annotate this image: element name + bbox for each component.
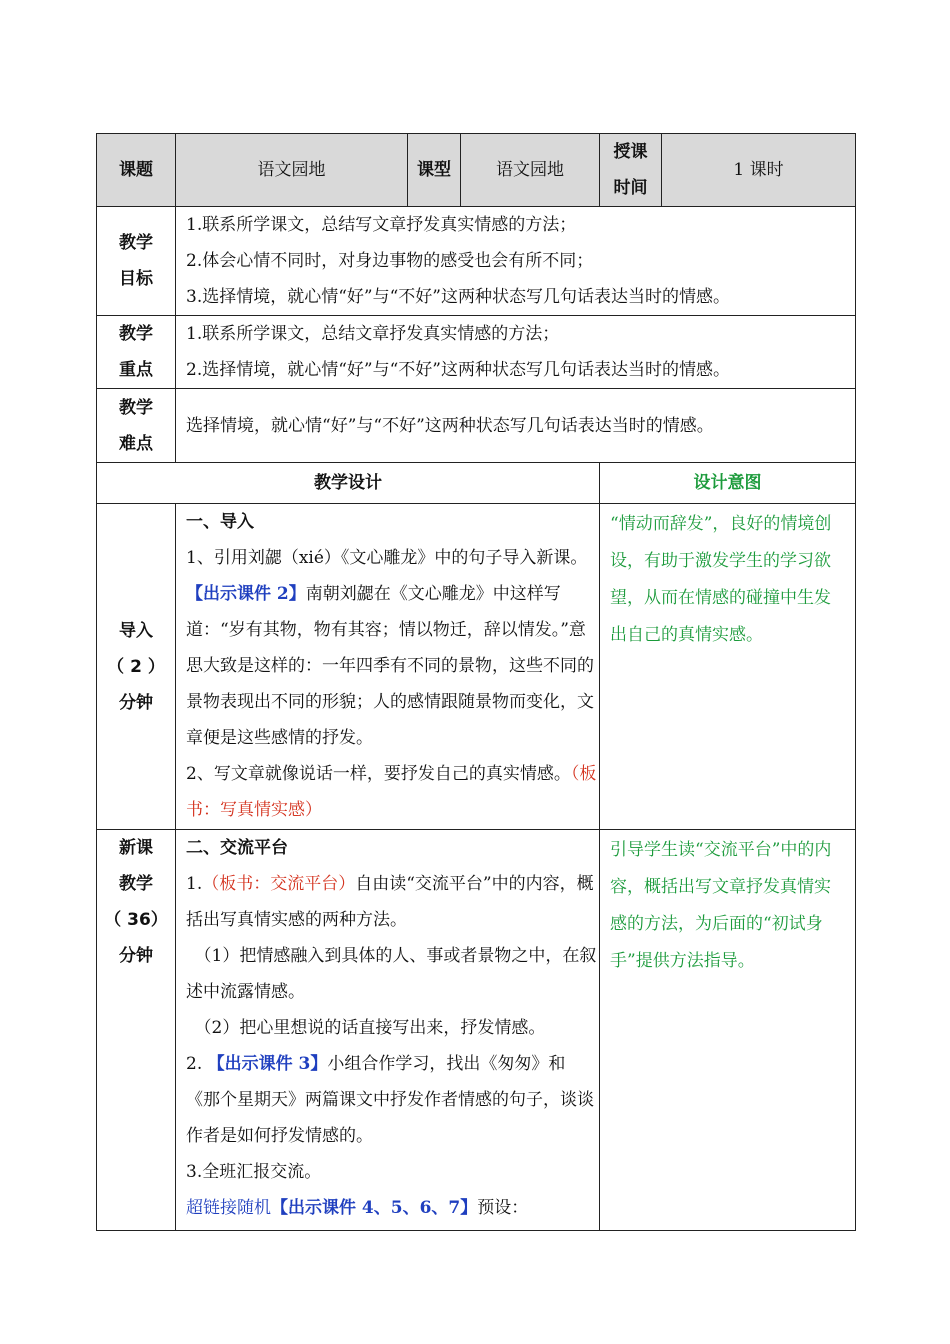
goals-label bbox=[97, 207, 176, 316]
newlesson-label-line4: 分钟 bbox=[119, 946, 153, 966]
intro-paragraph-3 bbox=[186, 756, 597, 828]
keypoints-row bbox=[97, 316, 856, 389]
newlesson-paragraph-6 bbox=[186, 1190, 597, 1226]
newlesson-p4-text: 小组合作学习，找出《匆匆》和《那个星期天》两篇课文中抒发作者情感的句子，谈谈作者是如何抒发情感的。 bbox=[186, 1054, 594, 1146]
intro-section-title: 一、导入 bbox=[186, 512, 254, 532]
design-header: 教学设计 bbox=[97, 463, 600, 504]
type-label: 课型 bbox=[408, 134, 461, 207]
intro-paragraph-3-text: 2、写文章就像说话一样，要抒发自己的真实情感。 bbox=[186, 764, 571, 784]
newlesson-content bbox=[176, 830, 600, 1231]
courseware-tag: 【出示课件 3】 bbox=[207, 1054, 328, 1074]
newlesson-section-title: 二、交流平台 bbox=[186, 838, 288, 858]
type-value: 语文园地 bbox=[461, 134, 600, 207]
newlesson-label-line2: 教学 bbox=[119, 874, 153, 894]
lesson-plan-table bbox=[96, 133, 856, 1231]
newlesson-p6-text: 预设： bbox=[477, 1198, 529, 1218]
time-label-line2: 时间 bbox=[613, 178, 648, 198]
courseware-tag: 【出示课件 2】 bbox=[186, 584, 306, 604]
newlesson-paragraph-2: （1）把情感融入到具体的人、事或者景物之中，在叙述中流露情感。 bbox=[186, 946, 597, 1002]
keypoints-label-line1: 教学 bbox=[119, 324, 153, 344]
goal-item: 1.联系所学课文，总结写文章抒发真实情感的方法； bbox=[186, 215, 577, 235]
difficulty-label-line1: 教学 bbox=[119, 397, 153, 418]
intro-paragraph-2-text: 南朝刘勰在《文心雕龙》中这样写道：“岁有其物，物有其容；情以物迁，辞以情发。”意思大致是这样的：一年四季有不同的景物，这些不同的景物表现出不同的形貌；人的感情跟随景物而变化，文章便是这些感情的抒发。 bbox=[186, 584, 594, 748]
difficulty-row bbox=[97, 389, 856, 463]
intro-content bbox=[176, 504, 600, 830]
time-label-line1: 授课 bbox=[613, 142, 648, 162]
intent-header: 设计意图 bbox=[600, 463, 856, 504]
newlesson-p4-num: 2. bbox=[186, 1054, 208, 1074]
courseware-tag: 【出示课件 4、5、6、7】 bbox=[271, 1198, 478, 1218]
blackboard-note: （板书：交流平台） bbox=[202, 874, 356, 894]
topic-label: 课题 bbox=[97, 134, 176, 207]
newlesson-label-line1: 新课 bbox=[119, 838, 153, 858]
newlesson-p1-num: 1. bbox=[186, 874, 203, 894]
newlesson-row bbox=[97, 830, 856, 1231]
hyperlink-random[interactable]: 超链接随机 bbox=[186, 1198, 271, 1218]
lesson-plan bbox=[96, 133, 855, 1231]
newlesson-intent: 引导学生读“交流平台”中的内容，概括出写文章抒发真情实感的方法，为后面的“初试身手”提供方法指导。 bbox=[600, 830, 856, 1231]
newlesson-label-line3: （ 36） bbox=[104, 910, 168, 930]
goals-label-line2: 目标 bbox=[119, 269, 153, 289]
newlesson-paragraph-1 bbox=[186, 866, 597, 938]
goals-label-line1: 教学 bbox=[119, 233, 153, 253]
goals-row bbox=[97, 207, 856, 316]
newlesson-p1-text: 自由读“交流平台”中的内容，概括出写真情实感的两种方法。 bbox=[186, 874, 594, 930]
newlesson-paragraph-4 bbox=[186, 1046, 597, 1154]
intro-paragraph-2 bbox=[186, 576, 597, 756]
time-value: 1 课时 bbox=[662, 134, 856, 207]
intro-label-line2: （ 2 ） bbox=[107, 656, 165, 677]
newlesson-label bbox=[97, 830, 176, 1231]
goal-item: 2.体会心情不同时，对身边事物的感受也会有所不同； bbox=[186, 251, 594, 271]
intro-intent: “情动而辞发”，良好的情境创设，有助于激发学生的学习欲望，从而在情感的碰撞中生发出自己的真情实感。 bbox=[600, 504, 856, 830]
design-header-row bbox=[97, 463, 856, 504]
intro-label-line3: 分钟 bbox=[119, 692, 153, 713]
keypoints-content bbox=[176, 316, 856, 389]
newlesson-paragraph-3: （2）把心里想说的话直接写出来，抒发情感。 bbox=[194, 1018, 546, 1038]
intro-label-line1: 导入 bbox=[119, 620, 153, 641]
intro-label bbox=[97, 504, 176, 830]
goals-content bbox=[176, 207, 856, 316]
difficulty-content: 选择情境，就心情“好”与“不好”这两种状态写几句话表达当时的情感。 bbox=[176, 389, 856, 463]
difficulty-label-line2: 难点 bbox=[119, 433, 153, 454]
difficulty-label bbox=[97, 389, 176, 463]
header-row bbox=[97, 134, 856, 207]
intro-row bbox=[97, 504, 856, 830]
goal-item: 3.选择情境，就心情“好”与“不好”这两种状态写几句话表达当时的情感。 bbox=[186, 287, 730, 307]
newlesson-paragraph-5: 3.全班汇报交流。 bbox=[186, 1162, 322, 1182]
keypoints-label-line2: 重点 bbox=[119, 360, 153, 380]
keypoint-item: 2.选择情境，就心情“好”与“不好”这两种状态写几句话表达当时的情感。 bbox=[186, 360, 730, 380]
intro-paragraph-1: 1、引用刘勰（xié）《文心雕龙》中的句子导入新课。 bbox=[186, 548, 588, 568]
blackboard-note: （板书：写真情实感） bbox=[186, 764, 597, 820]
keypoints-label bbox=[97, 316, 176, 389]
keypoint-item: 1.联系所学课文，总结文章抒发真实情感的方法； bbox=[186, 324, 560, 344]
time-label bbox=[600, 134, 662, 207]
topic-value: 语文园地 bbox=[176, 134, 408, 207]
